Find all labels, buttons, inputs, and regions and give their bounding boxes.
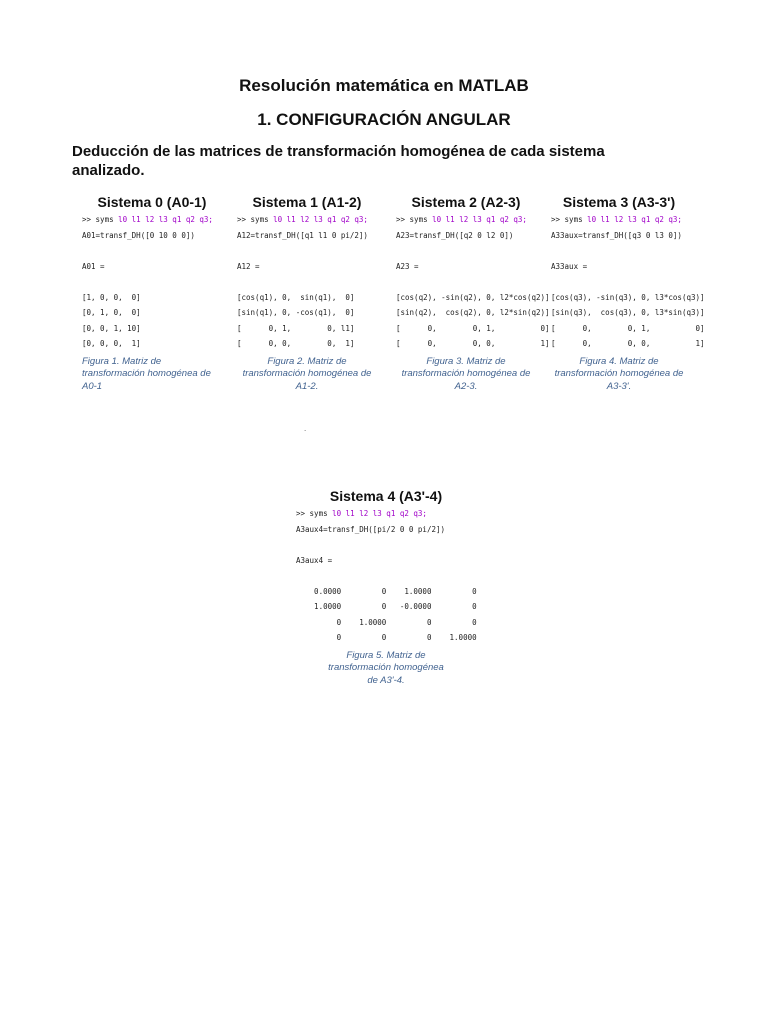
system-1-block	[237, 192, 377, 393]
matlab-output	[82, 212, 222, 352]
matrix-row: [ 0, 0, 0, 1]	[396, 339, 550, 348]
intro-paragraph: Deducción de las matrices de transformación homogénea de cada sistema analizado.	[72, 143, 605, 179]
command: A33aux=transf_DH([q3 0 l3 0])	[551, 230, 682, 240]
result-var: A12 =	[237, 261, 260, 271]
syms-list: l0 l1 l2 l3 q1 q2 q3;	[118, 215, 213, 224]
matrix-row: [0, 0, 0, 1]	[82, 339, 141, 348]
result-var: A3aux4 =	[296, 555, 333, 565]
prompt: >> syms	[82, 215, 114, 224]
matrix-row: [0, 1, 0, 0]	[82, 308, 141, 317]
matrix-row: 1.0000 0 -0.0000 0	[296, 602, 477, 611]
command: A23=transf_DH([q2 0 l2 0])	[396, 230, 514, 240]
system-0-block	[82, 192, 222, 393]
matlab-output	[296, 506, 476, 646]
command: A3aux4=transf_DH([pi/2 0 0 pi/2])	[296, 524, 446, 534]
result-var: A33aux =	[551, 261, 588, 271]
matrix-row: [ 0, 0, 0, 1]	[237, 339, 355, 348]
prompt: >> syms	[551, 215, 583, 224]
matrix-row: [ 0, 0, 0, 1]	[551, 339, 705, 348]
result-var: A23 =	[396, 261, 419, 271]
figure-caption: Figura 4. Matriz de transformación homogénea de A3-3'.	[554, 355, 684, 392]
command: A01=transf_DH([0 10 0 0])	[82, 230, 195, 240]
result-var: A01 =	[82, 261, 105, 271]
matrix-row: [0, 0, 1, 10]	[82, 323, 141, 333]
figure-caption: Figura 5. Matriz de transformación homogénea de A3'-4.	[328, 649, 444, 686]
system-title: Sistema 0 (A0-1)	[97, 194, 207, 210]
prompt: >> syms	[237, 215, 269, 224]
matrix-row: [cos(q3), -sin(q3), 0, l3*cos(q3)]	[551, 292, 705, 302]
system-2-block	[396, 192, 550, 393]
system-3-block	[551, 192, 705, 393]
command: A12=transf_DH([q1 l1 0 pi/2])	[237, 230, 368, 240]
matrix-row: 0 0 0 1.0000	[296, 633, 477, 642]
matrix-row: [ 0, 0, 1, 0]	[551, 323, 705, 333]
matrix-row: 0 1.0000 0 0	[296, 617, 477, 627]
figure-caption: Figura 1. Matriz de transformación homogénea de A0-1	[82, 355, 211, 392]
syms-list: l0 l1 l2 l3 q1 q2 q3;	[332, 509, 427, 518]
syms-list: l0 l1 l2 l3 q1 q2 q3;	[432, 215, 527, 224]
matrix-row: [ 0, 0, 1, 0]	[396, 323, 550, 333]
matrix-row: [ 0, 1, 0, l1]	[237, 323, 355, 333]
matrix-row: [cos(q1), 0, sin(q1), 0]	[237, 292, 355, 302]
stray-dot: .	[304, 424, 307, 433]
matrix-row: 0.0000 0 1.0000 0	[296, 586, 477, 596]
system-title: Sistema 1 (A1-2)	[252, 194, 362, 210]
matlab-output	[237, 212, 377, 352]
document-heading: Resolución matemática en MATLAB	[239, 76, 529, 95]
system-title: Sistema 2 (A2-3)	[411, 194, 521, 210]
matlab-output	[551, 212, 705, 352]
syms-list: l0 l1 l2 l3 q1 q2 q3;	[587, 215, 682, 224]
matrix-row: [sin(q1), 0, -cos(q1), 0]	[237, 308, 355, 317]
system-title: Sistema 4 (A3'-4)	[329, 488, 443, 504]
system-title: Sistema 3 (A3-3')	[562, 194, 676, 210]
prompt: >> syms	[296, 509, 328, 518]
figure-caption: Figura 2. Matriz de transformación homogénea de A1-2.	[242, 355, 372, 392]
system-4-block	[296, 486, 476, 687]
prompt: >> syms	[396, 215, 428, 224]
section-title: 1. CONFIGURACIÓN ANGULAR	[257, 110, 511, 129]
matrix-row: [sin(q2), cos(q2), 0, l2*sin(q2)]	[396, 308, 550, 317]
figure-caption: Figura 3. Matriz de transformación homogénea de A2-3.	[401, 355, 531, 392]
matrix-row: [1, 0, 0, 0]	[82, 292, 141, 302]
syms-list: l0 l1 l2 l3 q1 q2 q3;	[273, 215, 368, 224]
matrix-row: [sin(q3), cos(q3), 0, l3*sin(q3)]	[551, 308, 705, 317]
matrix-row: [cos(q2), -sin(q2), 0, l2*cos(q2)]	[396, 292, 550, 302]
matlab-output	[396, 212, 550, 352]
